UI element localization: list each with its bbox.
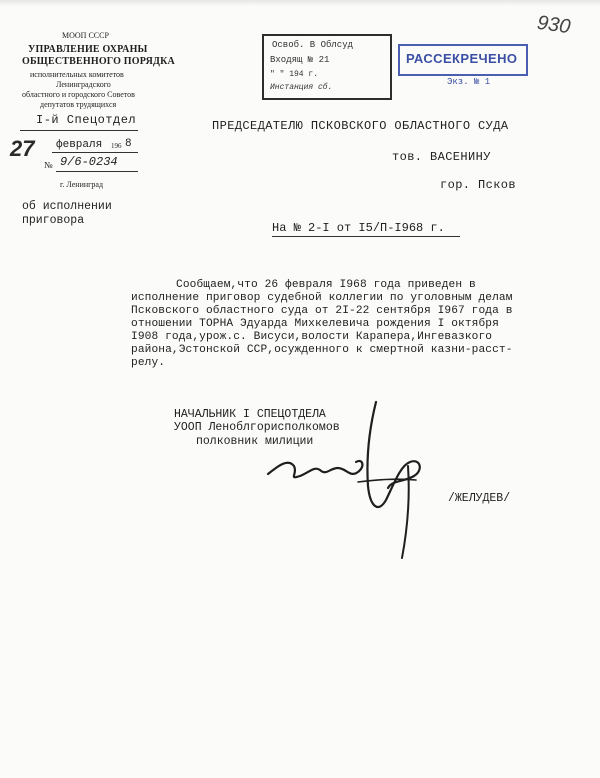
subject-line-2: приговора [22,214,85,227]
declassified-stamp [398,44,528,76]
body-line-3: Псковского областного суда от 2I-22 сентября I967 года в [131,305,513,317]
reference-line: На № 2-I от I5/П-I968 г. [272,221,445,235]
declassified-stamp-label: РАССЕКРЕЧЕНО [406,51,518,66]
org-leningrad: Ленинградского [56,80,111,89]
date-year-prefix: 196 [111,142,122,150]
org-ministry: МООП СССР [62,31,109,40]
signature-title-2: УООП Леноблгорисполкомов [174,421,340,434]
declassified-copy-label: Экз. № 1 [447,77,491,87]
org-directorate-2: ОБЩЕСТВЕННОГО ПОРЯДКА [22,56,175,67]
body-line-5: I908 года,урож.с. Висуси,волости Карапера,Ингевазкого [131,331,493,343]
number-underline [56,171,138,172]
body-line-2: исполнение приговор судебной коллегии по уголовным делам [131,292,513,304]
org-executive-committees: исполнительных комитетов [30,70,124,79]
received-stamp-line-1: Освоб. В Облсуд [272,40,354,50]
org-councils: областного и городского Советов [22,90,135,99]
subject-line-1: об исполнении [22,200,112,213]
signature-title-1: НАЧАЛЬНИК I СПЕЦОТДЕЛА [174,408,326,421]
received-stamp-line-4: Инстанция сб. [270,83,333,92]
signer-name: /ЖЕЛУДЕВ/ [448,492,511,505]
archive-number: 930 [535,11,572,39]
reference-underline [272,236,460,237]
date-day-handwritten: 27 [10,136,35,161]
date-month: февраля [56,139,103,151]
signature-title-3: полковник милиции [196,435,314,448]
body-line-6: района,Эстонской ССР,осужденного к смертной казни-расст- [131,344,513,356]
body-line-7: релу. [131,357,166,369]
date-underline [52,152,138,153]
department-underline [20,130,138,131]
received-stamp-line-3: " " 194 г. [270,70,319,79]
org-directorate: УПРАВЛЕНИЕ ОХРАНЫ [28,44,148,55]
received-stamp [262,34,392,100]
received-stamp-line-2: Входящ № 21 [270,55,330,65]
department-title: I-й Спецотдел [36,113,137,127]
number-value: 9/6-0234 [60,155,118,169]
body-line-4: отношении ТОРНА Эдуарда Михкелевича рождения I октября [131,318,499,330]
addressee-line-2: тов. ВАСЕНИНУ [392,150,491,164]
body-line-1: Сообщаем,что 26 февраля I968 года приведен в [176,279,476,291]
scan-edge-top [0,0,600,6]
addressee-line-1: ПРЕДСЕДАТЕЛЮ ПСКОВСКОГО ОБЛАСТНОГО СУДА [212,119,509,133]
handwritten-signature [258,396,438,566]
addressee-line-3: гор. Псков [440,178,517,192]
number-label: № [44,160,53,170]
date-year-suffix: 8 [125,138,132,150]
org-deputies: депутатов трудящихся [40,100,117,109]
city-label: г. Ленинград [60,180,104,189]
